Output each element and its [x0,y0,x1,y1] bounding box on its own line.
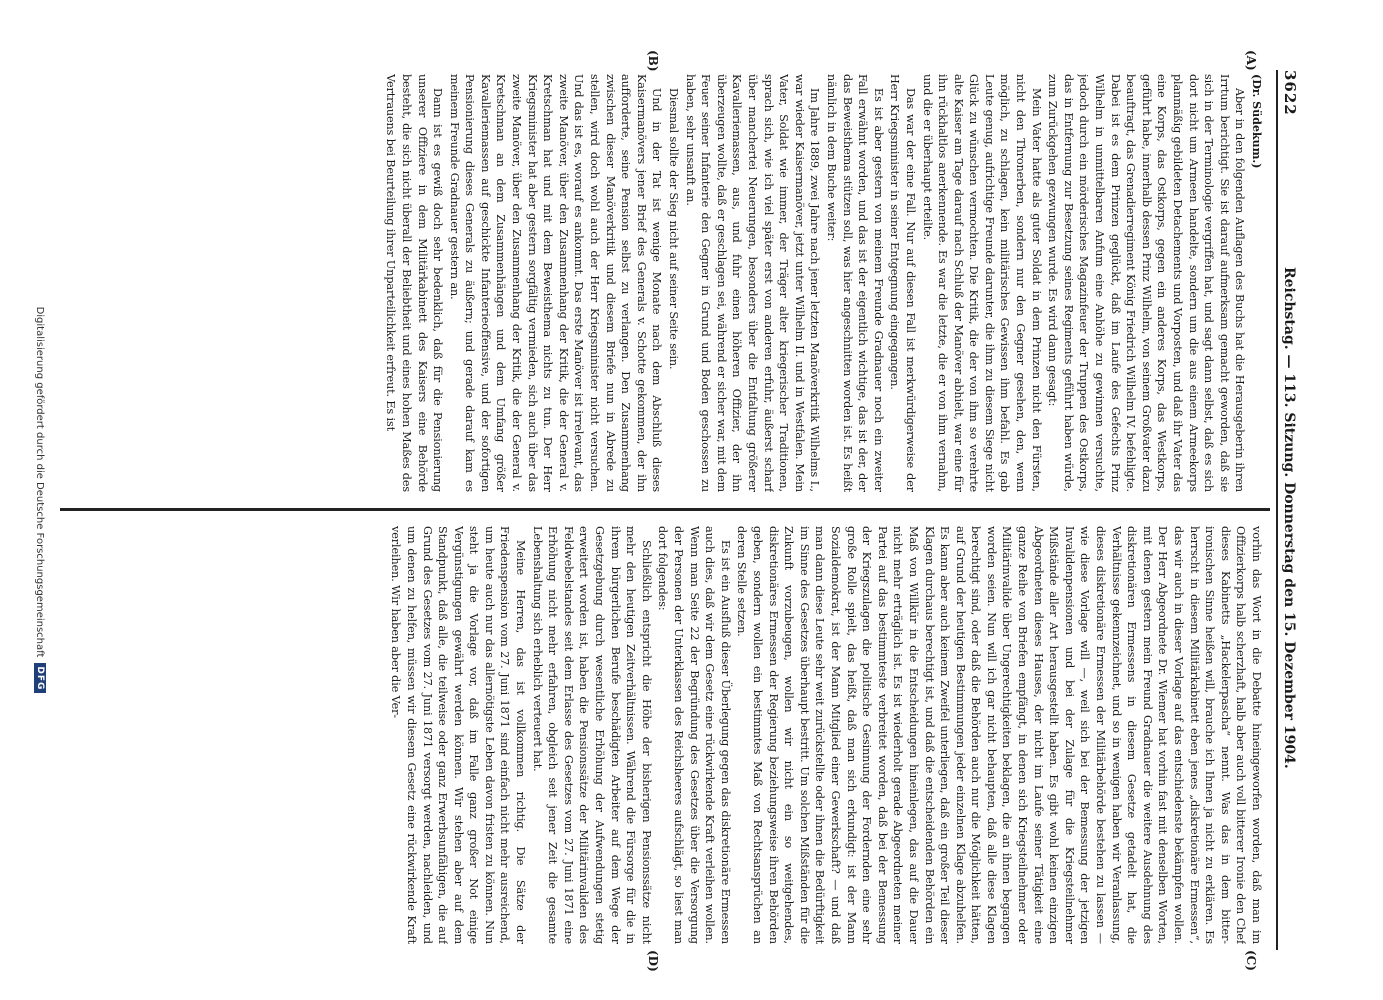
paragraph: Dann ist es gewiß doch sehr bedenklich, daß für die Pensionierung unserer Offiziere in dem Militärkabinett des Kaisers eine Behörde besteht, die sich nicht überall der Beliebtheit und eines hohen Maßes des Vertrauens bei Beurteilung ihrer Unparteilichkeit erfreut. Es ist [384,74,445,492]
margin-mark-c: (C) [1244,950,1258,971]
paragraph: Im Jahre 1889, zwei Jahre nach jener letzten Manöverkritik Wilhelms I., war wieder Kaisermanöver, jetzt unter Wilhelm II. und in Westfalen. Mein Vater, Soldat wie immer, der Träger alter kriegerischer Traditionen, sprach sich, wie ich viel später erst von anderen erfuhr, äußerst scharf über manchertei Neuerungen, besonders über die Entfaltung größerer Kavalleriemassen, aus, und fuhr einen höheren Offizier, der ihn überzeugen wollte, daß er geschlagen sei, während er sicher war, mit dem Feuer seiner Infanterie den Gegner in Grund und Boden geschossen zu haben, sehr unsanft an. [683,74,822,492]
paragraph: Aber in den folgenden Auflagen des Buchs hat die Herausgeberin ihren Irrtum berichtigt. Sie ist darauf aufmerksam gemacht geworden, daß sie sich in der Terminologie vergriffen hat, und sagt dann selbst, daß es sich dort nicht um Armeen handelte, sondern um die aus einem Armeekorps planmäßig gebildeten Detachements und Vorposten, und daß ihr Vater das eine Korps, das Ostkorps, gegen ein anderes Korps, das Westkorps, geführt habe, innerhalb dessen Prinz Wilhelm, von seinem Großvater dazu beauftragt, das Grenadierregiment König Friedrich Wilhelm IV. befehligte. Dabei ist es dem Prinzen geglückt, daß im Laufe des Gefechts Prinz Wilhelm in unmittelbaren Anfum eine Anhöhe zu gewinnen versuchte, jedoch durch ein mörderisches Magazinfeuer der Truppen des Ostkorps, das in Entfernung zur Besetzung seines Regiments geführt haben würde, zum Zurückgehen gezwungen wurde. Es wird dann gesagt: [1046,74,1247,492]
paragraph: Es ist aber gestern von meinem Freunde Gradnauer noch ein zweiter Fall erwähnt worden, und das ist der eigentlich wichtige, das ist der, der das Beweisthema stützen soll, was hier angeschnitten worden ist. Es heißt nämlich in dem Buche weiter: [824,74,885,492]
paragraph: Das war der eine Fall. Nur auf diesen Fall ist merkwürdigerweise der Herr Kriegsminister in seiner Entgegnung eingegangen. [888,74,917,492]
paragraph: vorhin das Wort in die Debatte hineingeworfen worden, daß man im Offizierkorps halb scherzhaft, halb aber auch voll bitterer Ironie den Chef dieses Kabinetts „Hackelerpascha“ nennt. Was das in dem bitter-ironischen Sinne heißen will, brauche ich Ihnen ja nicht zu erklären. Es herrscht in diesem Militärkabinett eben jenes „diskretionäre Ermessen“, das wir auch in dieser Vorlage auf das entschiedenste bekämpfen wollen. Der Herr Abgeordnete Dr. Wiemer hat vorhin fast mit denselben Worten, mit denen gestern mein Freund Gradnauer die weitere Ausdehnung des diskretionären Ermessens in diesem Gesetze getadelt hat, die Verhältnisse gekennzeichnet, und so in wenigen haben wir Veranlassung, dieses diskretionäre Ermessen der Militärbehörde bestehen zu lassen — wie diese Vorlage will —, weil sich bei der Bemessung der jetzigen Invalidenpensionen und bei der Zulage für die Kriegsteilnehmer Mißstände aller Art herausgestellt haben. Es gibt wohl keinen einzigen Abgeordneten dieses Hauses, der nicht im Laufe seiner Tätigkeit eine ganze Reihe von Briefen empfängt, in denen sich Kriegsteilnehmer oder Militärinvalide über Ungerechtigkeiten beklagen, die an ihnen begangen worden seien. Nun will ich gar nicht behaupten, daß alle diese Klagen berechtigt sind, oder daß die Behörden auch nur die Möglichkeit hätten, auf Grund der heutigen Bestimmungen jeder einzelnen Klage abzuhelfen. Es kann aber auch keinem Zweifel unterliegen, daß ein großer Teil dieser Klagen durchaus berechtigt ist, und daß die entscheidenden Behörden ein Maß von Willkür in die Entscheidungen hineinlegen, das auf die Dauer nicht mehr erträglich ist. Es ist wiederholt gerade Abgeordneten meiner Partei auf das bestimmteste verbreitet worden, daß bei der Bemessung der Kriegszulagen die politische Gesinnung der Fordernden eine sehr große Rolle spielt, das heißt, daß man sich erkundigt: ist der Mann Sozialdemokrat, ist der Mann Mitglied einer Gewerkschaft? — und daß man dann diese Leute sehr weit zurückstellte oder ihnen die Bedürftigkeit im Sinne des Gesetzes überhaupt bestritt. Um solchen Mißständen für die Zukunft vorzubeugen, wollen wir nicht ein so weitgehendes, diskretionäres Ermessen der Regierung beziehungsweise ihren Behörden geben, sondern wollen ein bestimmtes Maß von Rechtsansprüchen an deren Stelle setzen. [735,526,1263,944]
column-divider [60,508,1270,511]
paragraph: Meine Herren, das ist vollkommen richtig. Die Sätze der Friedenspension vom 27. Juni 1871 sind einfach nicht mehr ausreichend, um heute auch nur das allernötigste Leben davon fristen zu können. Nun steht ja die Vorlage vor, daß im Falle ganz großer Not einige Vergünstigungen gewährt werden können. Wir stehen aber auf dem Standpunkt, daß alle, die teilweise oder ganz Erwerbsunfähigen, die auf Grund des Gesetzes vom 27. Juni 1871 versorgt werden, nachleiden, und um denen zu helfen, müssen wir diesem Gesetz eine rückwirkende Kraft verleihen. Wir haben aber die Ver- [389,526,528,944]
page-number: 3622 [1281,70,1299,116]
header-title: Reichstag. — 113. Sitzung. Donnerstag den 15. Dezember 1904. [1281,266,1297,769]
page-header [1276,70,1320,950]
speaker-label: (Dr. Südekum.) [1250,74,1264,169]
paragraph: Diesmal sollte der Sieg nicht auf seiner Seite sein. [667,88,681,370]
paragraph: Und in der Tat ist wenige Monate nach dem Abschluß dieses Kaisermanövers jener Brief des Generals v. Schotte gekommen, der ihn aufforderte, seine Pension selbst zu verlangen. Den Zusammenhang zwischen dieser Manöverkritik und diesem Briefe nun in Abrede zu stellen, wird doch wohl auch der Herr Kriegsminister nicht versuchen. Und das ist es, worauf es ankommt. Das erste Manöver ist irrelevant, das zweite Manöver, über den Zusammenhang der Kritik, die der General v. Kretschman hat und mit dem Beweisthema nichts zu tun. Der Herr Kriegsminister hat aber gestern sorgfältig vermieden, sich auch über das zweite Manöver, über den Zusammenhang der Kritik, die der General v. Kretschman an dem Zusammenhängen und dem Umfang größer Kavalleriemassen auf geschickte Infanterieoffensive, und der sofortigen Pensionierung dieses Generals zu äußern; und gerade darauf kam es meinem Freunde Gradnauer gestern an. [447,74,664,492]
margin-mark-a: (A) [1244,50,1258,71]
left-text-column [74,74,1264,492]
dfg-logo: DFG [34,663,46,693]
paragraph: Mein Vater hatte als guter Soldat in dem Prinzen nicht den Fürsten, nicht den Thronerben, sondern nur den Gegner gesehen, den, wenn möglich, zu schlagen, kein militärisches Gewissen ihm befahl. Es gab Leute genug, aufrichtige Freunde darunter, die ihm zu diesem Siege nicht Glück zu wünschen vermochten. Die Kritik, die der von ihm so verehrte alte Kaiser am Tage darauf nach Schluß der Manöver abhielt, war eine für ihn rückhaltlos anerkennende. Es war die letzte, die er von ihm vernahm, und die er überhaupt erteilte. [920,74,1043,492]
paragraph: Schließlich entspricht die Höhe der bisherigen Pensionssätze nicht mehr den heutigen Zeitverhältnissen. Während die Fürsorge für die in ihrem bürgerlichen Berufe beschädigten Arbeiter auf dem Wege der Gesetzgebung durch wesentliche Erhöhung der Aufwendungen stetig erweitert worden ist, haben die Pensionssätze der Militärinvaliden des Feldwebelstandes seit dem Erlasse des Gesetzes vom 27. Juni 1871 eine Erhöhung nicht mehr erfahren, obgleich seit jener Zeit die gesamte Lebenshaltung sich erheblich verteuert hat. [530,526,653,944]
right-text-column [74,526,1264,944]
credit-text: Digitalisierung gefördert durch die Deutsche Forschungsgemeinschaft [34,306,46,658]
margin-mark-d: (D) [646,950,660,972]
margin-mark-b: (B) [646,50,660,72]
digitization-credit [30,0,50,1000]
paragraph: Es ist ein Ausfluß dieser Überlegung gegen das diskretionäre Ermessen auch dies, daß wir dem Gesetz eine rückwirkende Kraft verleihen wollen. Wenn man Seite 22 der Begründung des Gesetzes über die Versorgung der Personen der Unterklassen des Reichsheeres aufschlägt, so liest man dort folgendes: [656,526,732,944]
